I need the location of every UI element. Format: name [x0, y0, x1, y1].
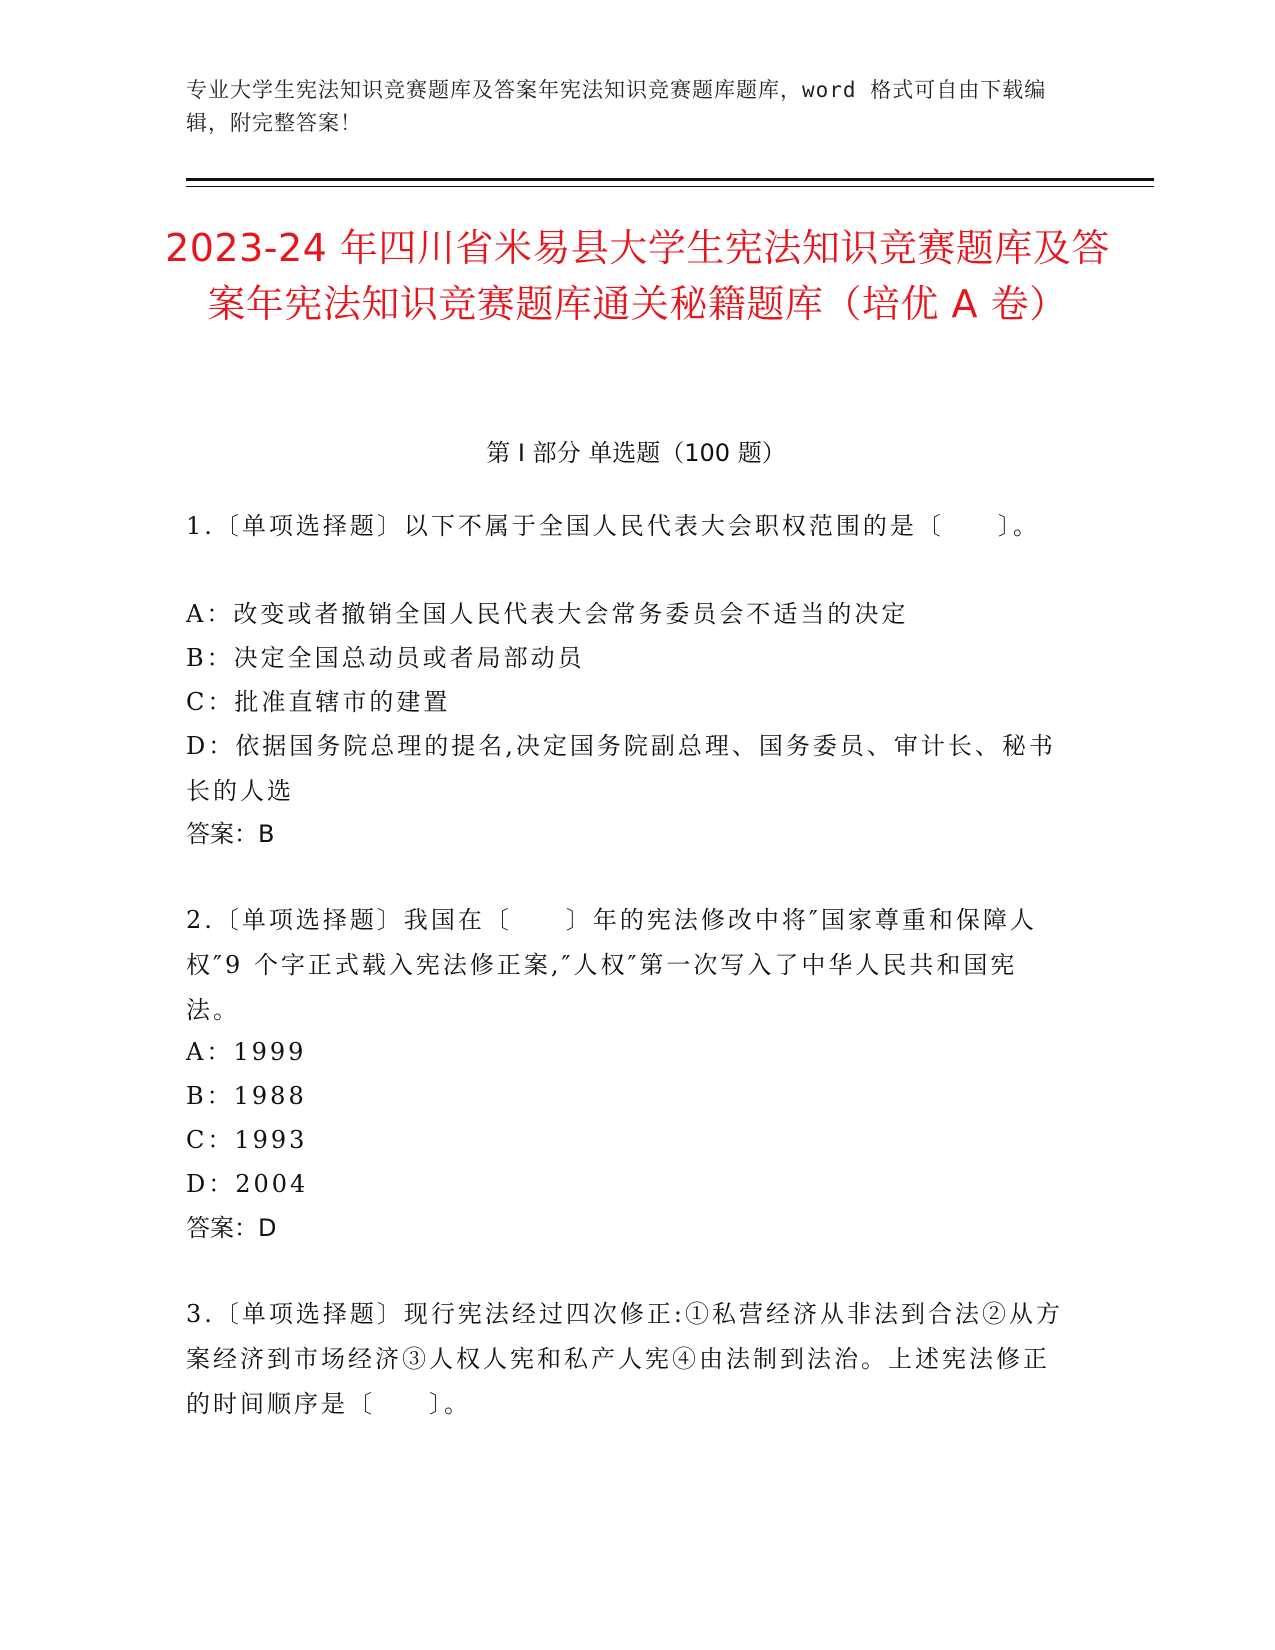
question-2-option-a: A：1999: [186, 1038, 307, 1066]
header-rule-thin: [186, 186, 1154, 187]
question-2-option-b: B：1988: [186, 1082, 307, 1110]
header-note: 专业大学生宪法知识竞赛题库及答案年宪法知识竞赛题库题库，word 格式可自由下载编辑，附完整答案！: [186, 78, 1047, 135]
document-title: 2023-24 年四川省米易县大学生宪法知识竞赛题库及答案年宪法知识竞赛题库通关秘籍题库（培优 A 卷）: [165, 226, 1110, 326]
question-1-option-a: A：改变或者撤销全国人民代表大会常务委员会不适当的决定: [186, 600, 909, 628]
question-2-option-d: D：2004: [186, 1170, 309, 1198]
question-1-option-b: B：决定全国总动员或者局部动员: [186, 644, 585, 672]
question-1-option-c: C：批准直辖市的建置: [186, 688, 451, 716]
question-1-answer: 答案：B: [186, 820, 275, 848]
question-2-option-c: C：1993: [186, 1126, 308, 1154]
section-title: 第 I 部分 单选题（100 题）: [486, 439, 786, 467]
question-3-text: 3.〔单项选择题〕现行宪法经过四次修正:①私营经济从非法到合法②从方案经济到市场经济③人权人宪和私产人宪④由法制到法治。上述宪法修正的时间顺序是〔 〕。: [186, 1300, 1063, 1418]
question-2-answer: 答案：D: [186, 1214, 277, 1242]
question-2-text: 2.〔单项选择题〕我国在〔 〕年的宪法修改中将″国家尊重和保障人权″9 个字正式载入宪法修正案,″人权″第一次写入了中华人民共和国宪法。: [186, 906, 1037, 1024]
question-1-text: 1.〔单项选择题〕以下不属于全国人民代表大会职权范围的是〔 〕。: [186, 512, 1040, 540]
header-rule-thick: [186, 178, 1154, 181]
question-1-option-d: D：依据国务院总理的提名,决定国务院副总理、国务委员、审计长、秘书长的人选: [186, 732, 1056, 805]
